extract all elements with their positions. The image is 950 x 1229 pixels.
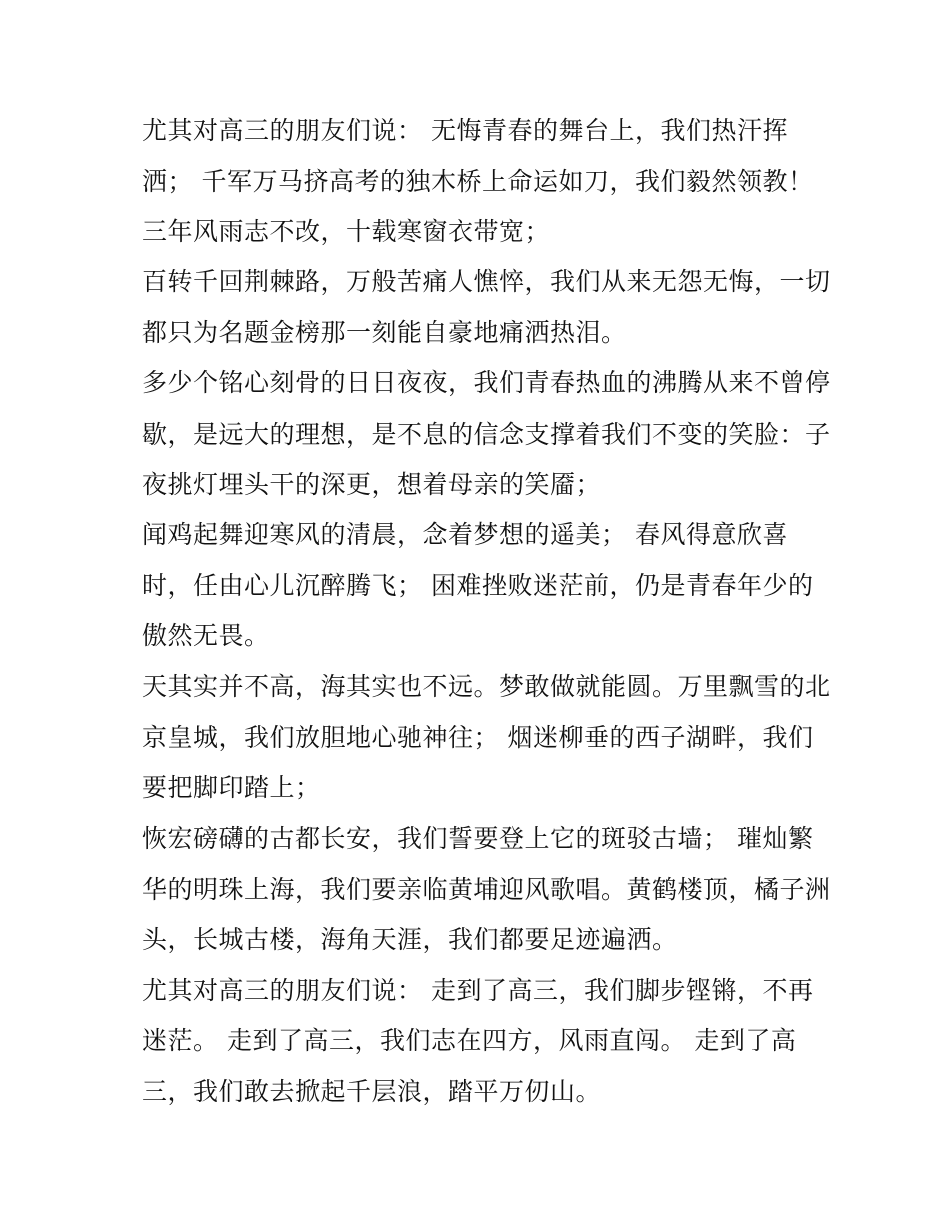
text-line: 迷茫。 走到了高三，我们志在四方，风雨直闯。 走到了高	[142, 1026, 797, 1055]
text-line: 歇，是远大的理想，是不息的信念支撑着我们不变的笑脸：子	[142, 420, 831, 449]
text-line: 天其实并不高，海其实也不远。梦敢做就能圆。万里飘雪的北	[142, 672, 831, 701]
text-line: 华的明珠上海，我们要亲临黄埔迎风歌唱。黄鹤楼顶，橘子洲	[142, 875, 831, 904]
text-line: 百转千回荆棘路，万般苦痛人憔悴，我们从来无怨无悔，一切	[142, 267, 831, 296]
text-line: 都只为名题金榜那一刻能自豪地痛洒热泪。	[142, 318, 627, 347]
text-line: 尤其对高三的朋友们说： 走到了高三，我们脚步铿锵，不再	[142, 976, 814, 1005]
text-line: 时，任由心儿沉醉腾飞； 困难挫败迷茫前，仍是青春年少的	[142, 571, 814, 600]
text-line: 三年风雨志不改，十载寒窗衣带宽；	[142, 217, 551, 246]
text-line: 尤其对高三的朋友们说： 无悔青春的舞台上，我们热汗挥	[142, 116, 788, 145]
text-line: 闻鸡起舞迎寒风的清晨，念着梦想的遥美； 春风得意欣喜	[142, 520, 788, 549]
text-line: 恢宏磅礴的古都长安，我们誓要登上它的斑驳古墙； 璀灿繁	[142, 824, 814, 853]
text-line: 三，我们敢去掀起千层浪，踏平万仞山。	[142, 1077, 602, 1106]
text-line: 京皇城，我们放胆地心驰神往； 烟迷柳垂的西子湖畔，我们	[142, 723, 814, 752]
text-line: 多少个铭心刻骨的日日夜夜，我们青春热血的沸腾从来不曾停	[142, 368, 831, 397]
text-line: 洒； 千军万马挤高考的独木桥上命运如刀，我们毅然领教！	[142, 167, 814, 196]
text-line: 要把脚印踏上；	[142, 773, 321, 802]
text-line: 夜挑灯埋头干的深更，想着母亲的笑靥；	[142, 470, 602, 499]
text-line: 头，长城古楼，海角天涯，我们都要足迹遍洒。	[142, 925, 678, 954]
text-line: 傲然无畏。	[142, 621, 270, 650]
